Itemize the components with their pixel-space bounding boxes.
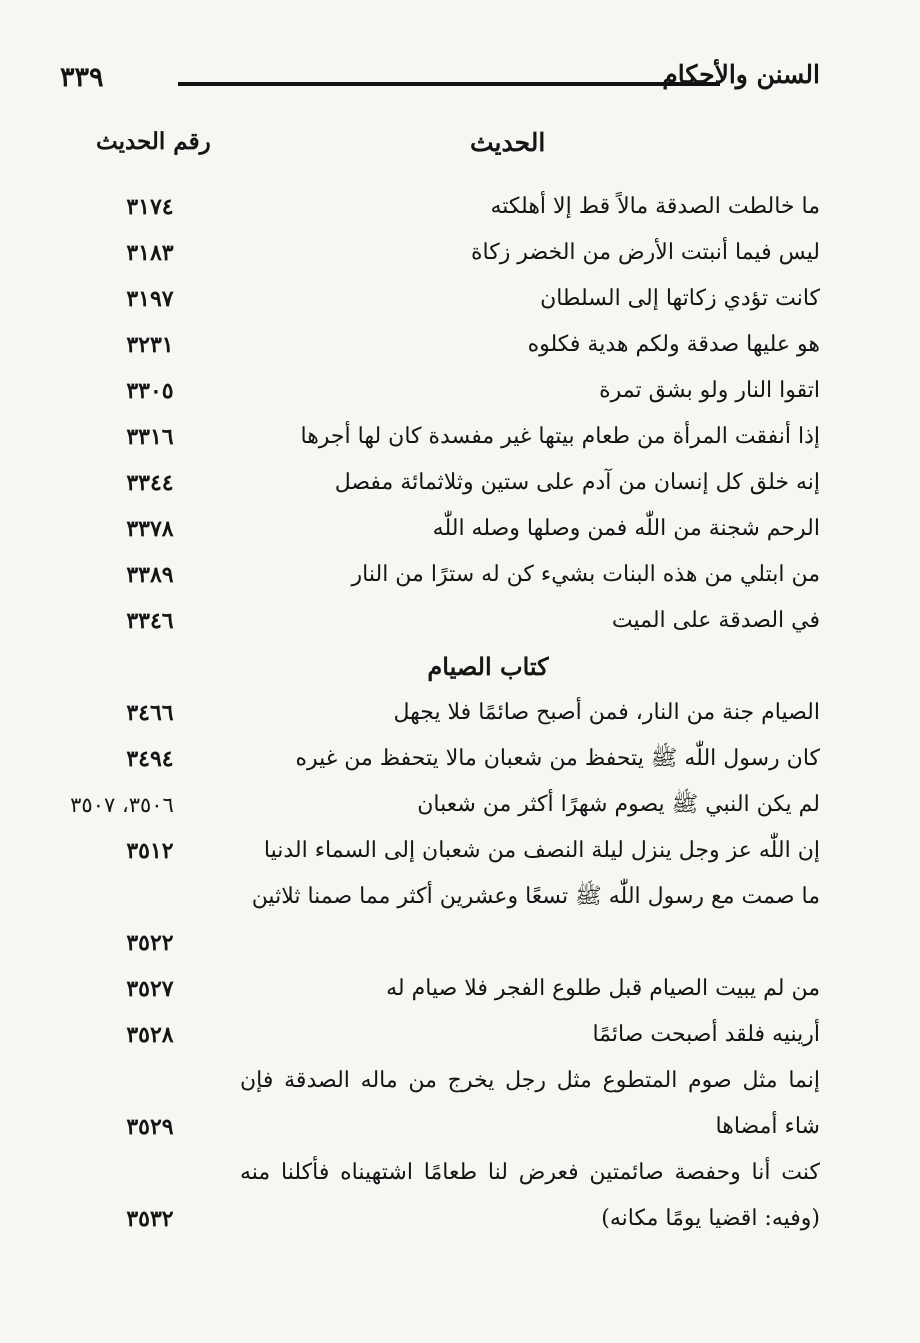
column-headers bbox=[60, 128, 820, 168]
hadith-text: ما خالطت الصدقة مالاً قط إلا أهلكته bbox=[490, 194, 820, 219]
hadith-text: الرحم شجنة من اللّٰه فمن وصلها وصله اللّٰه bbox=[432, 516, 820, 541]
hadith-number: ٣٥١٢ bbox=[126, 838, 174, 864]
hadith-text: الصيام جنة من النار، فمن أصبح صائمًا فلا يجهل bbox=[393, 700, 820, 725]
running-header bbox=[60, 58, 820, 108]
table-row bbox=[60, 552, 820, 598]
hadith-number: ٣٢٣١ bbox=[126, 332, 174, 358]
table-row bbox=[60, 230, 820, 276]
table-row bbox=[60, 828, 820, 874]
hadith-index-table bbox=[60, 184, 820, 1242]
hadith-number: ٣٥٢٩ bbox=[126, 1114, 174, 1140]
hadith-text: إذا أنفقت المرأة من طعام بيتها غير مفسدة كان لها أجرها bbox=[300, 424, 820, 449]
header-rule bbox=[178, 82, 720, 86]
hadith-text: ما صمت مع رسول اللّٰه ﷺ تسعًا وعشرين أكثر مما صمنا ثلاثين bbox=[251, 884, 820, 909]
table-row bbox=[60, 1150, 820, 1242]
hadith-number: ٣٥٠٦، ٣٥٠٧ bbox=[70, 793, 174, 817]
hadith-text: من ابتلي من هذه البنات بشيء كن له سترًا من النار bbox=[351, 562, 820, 587]
table-row bbox=[60, 460, 820, 506]
table-row bbox=[60, 322, 820, 368]
hadith-number: ٣٣٠٥ bbox=[126, 378, 174, 404]
hadith-number: ٣٤٦٦ bbox=[126, 700, 174, 726]
table-row bbox=[60, 1012, 820, 1058]
hadith-number: ٣٣٧٨ bbox=[126, 516, 174, 542]
hadith-number: ٣٥٣٢ bbox=[126, 1206, 174, 1232]
hadith-text: كنت أنا وحفصة صائمتين فعرض لنا طعامًا اشتهيناه فأكلنا منه (وفيه: اقضيا يومًا مكانه) bbox=[240, 1160, 820, 1231]
table-row bbox=[60, 184, 820, 230]
hadith-number: ٣٣٤٦ bbox=[126, 608, 174, 634]
hadith-text: إنما مثل صوم المتطوع مثل رجل يخرج من ماله الصدقة فإن شاء أمضاها bbox=[240, 1068, 820, 1139]
hadith-text: اتقوا النار ولو بشق تمرة bbox=[599, 378, 820, 403]
hadith-text: ليس فيما أنبتت الأرض من الخضر زكاة bbox=[470, 240, 820, 265]
hadith-number: ٣٣١٦ bbox=[126, 424, 174, 450]
table-row bbox=[60, 414, 820, 460]
table-row bbox=[60, 368, 820, 414]
hadith-number: ٣٣٤٤ bbox=[126, 470, 174, 496]
table-row bbox=[60, 506, 820, 552]
hadith-number: ٣٤٩٤ bbox=[126, 746, 174, 772]
table-row bbox=[60, 276, 820, 322]
hadith-text: لم يكن النبي ﷺ يصوم شهرًا أكثر من شعبان bbox=[417, 792, 820, 817]
table-row bbox=[60, 1058, 820, 1150]
hadith-column-header: الحديث bbox=[470, 128, 546, 157]
section-title: كتاب الصيام bbox=[427, 652, 549, 681]
hadith-text: كانت تؤدي زكاتها إلى السلطان bbox=[540, 286, 820, 311]
hadith-text: كان رسول اللّٰه ﷺ يتحفظ من شعبان مالا يتحفظ من غيره bbox=[295, 746, 820, 771]
hadith-text: من لم يبيت الصيام قبل طلوع الفجر فلا صيام له bbox=[386, 976, 820, 1001]
table-row bbox=[60, 598, 820, 644]
hadith-text: في الصدقة على الميت bbox=[611, 608, 820, 633]
hadith-number: ٣٥٢٧ bbox=[126, 976, 174, 1002]
table-row bbox=[60, 966, 820, 1012]
table-row bbox=[60, 782, 820, 828]
hadith-number: ٣١٩٧ bbox=[126, 286, 174, 312]
hadith-text: إنه خلق كل إنسان من آدم على ستين وثلاثمائة مفصل bbox=[334, 470, 820, 495]
hadith-number: ٣٥٢٢ bbox=[126, 930, 174, 956]
hadith-text: أرينيه فلقد أصبحت صائمًا bbox=[592, 1022, 820, 1047]
table-row bbox=[60, 874, 820, 966]
hadith-text: هو عليها صدقة ولكم هدية فكلوه bbox=[527, 332, 820, 357]
table-row bbox=[60, 736, 820, 782]
hadith-number: ٣٥٢٨ bbox=[126, 1022, 174, 1048]
hadith-text: إن اللّٰه عز وجل ينزل ليلة النصف من شعبان إلى السماء الدنيا bbox=[263, 838, 820, 863]
table-row bbox=[60, 690, 820, 736]
page-number: ٣٣٩ bbox=[60, 62, 104, 93]
book-title: السنن والأحكام bbox=[662, 60, 820, 89]
number-column-header: رقم الحديث bbox=[96, 128, 211, 155]
hadith-number: ٣٣٨٩ bbox=[126, 562, 174, 588]
hadith-number: ٣١٨٣ bbox=[126, 240, 174, 266]
hadith-number: ٣١٧٤ bbox=[126, 194, 174, 220]
